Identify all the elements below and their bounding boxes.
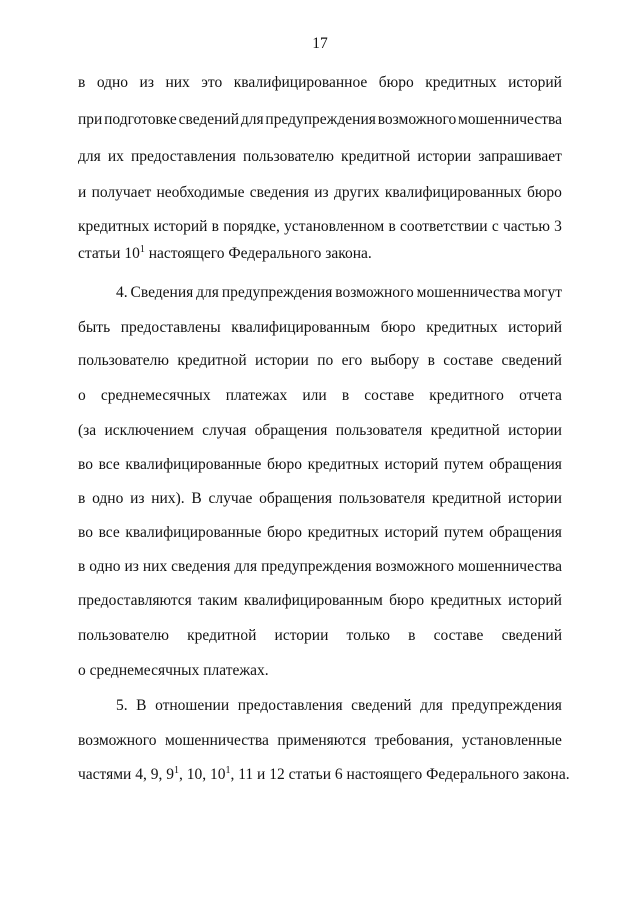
text-line: кредитных историй в порядке, установленном в соответствии с частью 3 (78, 218, 562, 235)
text-line: частями 4, 9, $9^1$, 10, $10^1$, 11 и 12 статьи 6 настоящего Федерального закона. (78, 764, 570, 783)
text-line: о среднемесячных платежах. (78, 662, 269, 679)
text-line: о среднемесячных платежах или в составе кредитного отчета (78, 387, 562, 404)
text-line: во все квалифицированные бюро кредитных историй путем обращения (78, 524, 562, 541)
superscript: 1 (139, 243, 145, 255)
text-line: пользователю кредитной истории только в составе сведений (78, 627, 562, 644)
text-line: 5. В отношении предоставления сведений для предупреждения (116, 697, 562, 714)
superscript: 1 (225, 764, 231, 776)
text-line: предоставляются таким квалифицированным бюро кредитных историй (78, 592, 562, 609)
text-line: 4. Сведения для предупреждения возможного мошенничества могут (116, 284, 562, 301)
text-line: в одно из них). В случае обращения пользователя кредитной истории (78, 490, 562, 507)
page-number: 17 (312, 35, 328, 52)
text-line: во все квалифицированные бюро кредитных историй путем обращения (78, 456, 562, 473)
text-line: и получает необходимые сведения из других квалифицированных бюро (78, 184, 562, 201)
text-line: возможного мошенничества применяются требования, установленные (78, 732, 562, 749)
text-line: для их предоставления пользователю кредитной истории запрашивает (78, 148, 562, 165)
text-line: при подготовке сведений для предупреждения возможного мошенничества (78, 111, 562, 128)
text-line: пользователю кредитной истории по его выбору в составе сведений (78, 352, 562, 369)
text-line: быть предоставлены квалифицированным бюро кредитных историй (78, 319, 562, 336)
superscript: 1 (173, 764, 179, 776)
text-line: в одно из них сведения для предупреждения возможного мошенничества (78, 558, 562, 575)
text-line: (за исключением случая обращения пользователя кредитной истории (78, 422, 562, 439)
text-line: статьи $10^1$ настоящего Федерального закона. (78, 243, 372, 262)
text-line: в одно из них это квалифицированное бюро кредитных историй (78, 74, 562, 91)
